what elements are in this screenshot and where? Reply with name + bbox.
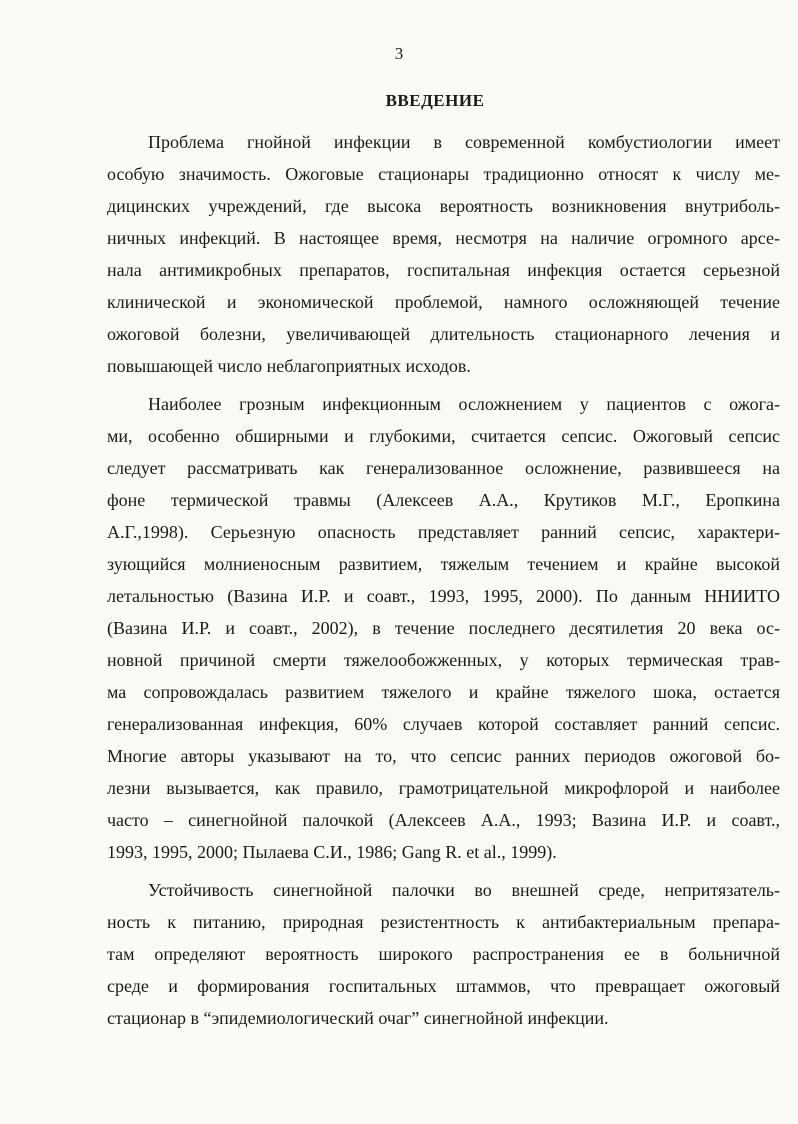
- section-heading: ВВЕДЕНИЕ: [385, 91, 485, 110]
- text-line: Проблема гнойной инфекции в современной комбустиологии имеет: [148, 132, 780, 152]
- text-line: клинической и экономической проблемой, намного осложняющей течение: [107, 292, 780, 312]
- page-number: 3: [394, 44, 404, 63]
- text-line: генерализованная инфекция, 60% случаев которой составляет ранний сепсис.: [107, 714, 780, 734]
- text-line: ность к питанию, природная резистентность к антибактериальным препара-: [107, 912, 780, 932]
- paragraph-3: [107, 874, 780, 1034]
- text-line: нала антимикробных препаратов, госпитальная инфекция остается серьезной: [107, 260, 780, 280]
- text-line: летальностью (Вазина И.Р. и соавт., 1993, 1995, 2000). По данным ННИИТО: [107, 586, 780, 606]
- paragraph-1: [107, 126, 780, 382]
- text-line: ми, особенно обширными и глубокими, считается сепсис. Ожоговый сепсис: [107, 426, 780, 446]
- text-line: новной причиной смерти тяжелообожженных, у которых термическая трав-: [107, 650, 780, 670]
- text-line: следует рассматривать как генерализованное осложнение, развившееся на: [107, 458, 780, 478]
- text-line: среде и формирования госпитальных штаммов, что превращает ожоговый: [107, 976, 780, 996]
- text-line: лезни вызывается, как правило, грамотрицательной микрофлорой и наиболее: [107, 778, 780, 798]
- text-line: Наиболее грозным инфекционным осложнением у пациентов с ожога-: [148, 394, 780, 414]
- text-line: ожоговой болезни, увеличивающей длительность стационарного лечения и: [107, 324, 780, 344]
- text-line: особую значимость. Ожоговые стационары традиционно относят к числу ме-: [107, 164, 780, 184]
- text-line: дицинских учреждений, где высока вероятность возникновения внутриболь-: [107, 196, 780, 216]
- text-line: (Вазина И.Р. и соавт., 2002), в течение последнего десятилетия 20 века ос-: [107, 618, 780, 638]
- text-line: ничных инфекций. В настоящее время, несмотря на наличие огромного арсе-: [107, 228, 780, 248]
- text-line: ма сопровождалась развитием тяжелого и крайне тяжелого шока, остается: [107, 682, 780, 702]
- text-line: Многие авторы указывают на то, что сепсис ранних периодов ожоговой бо-: [107, 746, 780, 766]
- text-line: часто – синегнойной палочкой (Алексеев А.А., 1993; Вазина И.Р. и соавт.,: [107, 810, 780, 830]
- text-line: повышающей число неблагоприятных исходов.: [107, 356, 471, 376]
- text-line: Устойчивость синегнойной палочки во внешней среде, непритязатель-: [148, 880, 780, 900]
- text-line: 1993, 1995, 2000; Пылаева С.И., 1986; Gang R. et al., 1999).: [107, 842, 557, 862]
- text-line: зующийся молниеносным развитием, тяжелым течением и крайне высокой: [107, 554, 780, 574]
- text-line: стационар в “эпидемиологический очаг” синегнойной инфекции.: [107, 1008, 609, 1028]
- text-line: там определяют вероятность широкого распространения ее в больничной: [107, 944, 780, 964]
- text-line: фоне термической травмы (Алексеев А.А., Крутиков М.Г., Еропкина: [107, 490, 780, 510]
- paragraph-2: [107, 388, 780, 868]
- text-line: А.Г.,1998). Серьезную опасность представляет ранний сепсис, характери-: [107, 522, 780, 542]
- body-text: [107, 126, 780, 1040]
